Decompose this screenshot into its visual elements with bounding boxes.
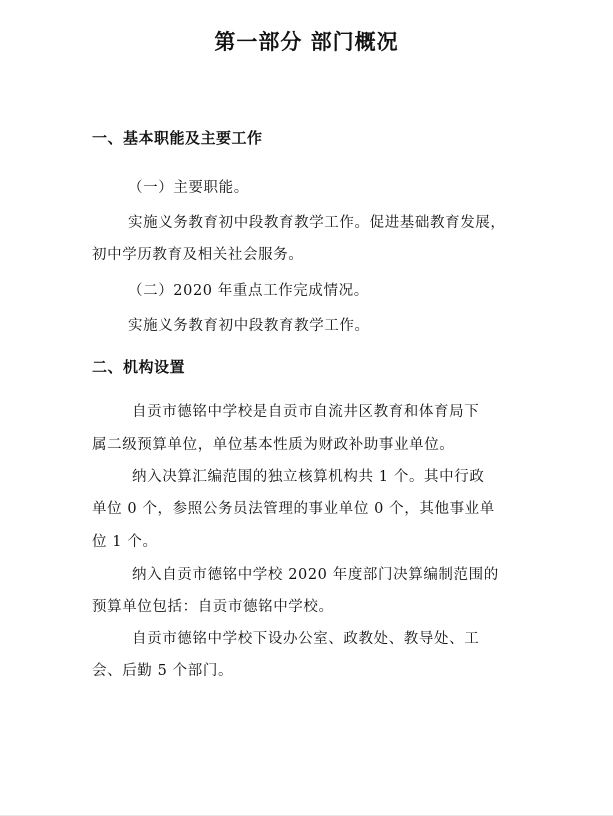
paragraph-line: 位 1 个。 bbox=[92, 534, 158, 550]
paragraph-line: 纳入决算汇编范围的独立核算机构共 1 个。其中行政 bbox=[132, 469, 485, 485]
section-heading-organization: 二、机构设置 bbox=[92, 358, 186, 376]
paragraph-line: 实施义务教育初中段教育教学工作。促进基础教育发展， bbox=[128, 215, 506, 231]
paragraph-line: 自贡市德铭中学校下设办公室、政教处、教导处、工 bbox=[132, 631, 480, 647]
subheading-main-functions: （一）主要职能。 bbox=[128, 180, 249, 196]
paragraph-line: 初中学历教育及相关社会服务。 bbox=[92, 247, 304, 263]
paragraph-line: 纳入自贡市德铭中学校 2020 年度部门决算编制范围的 bbox=[132, 567, 499, 583]
paragraph-line: 会、后勤 5 个部门。 bbox=[92, 663, 234, 679]
paragraph-line: 属二级预算单位，单位基本性质为财政补助事业单位。 bbox=[92, 437, 455, 453]
paragraph-line: 单位 0 个，参照公务员法管理的事业单位 0 个，其他事业单 bbox=[92, 501, 495, 517]
subheading-key-work-2020: （二）2020 年重点工作完成情况。 bbox=[128, 283, 369, 299]
page-title: 第一部分 部门概况 bbox=[214, 30, 399, 54]
paragraph-line: 预算单位包括：自贡市德铭中学校。 bbox=[92, 599, 334, 615]
section-heading-basic-functions: 一、基本职能及主要工作 bbox=[92, 129, 263, 147]
paragraph-line: 实施义务教育初中段教育教学工作。 bbox=[128, 318, 370, 334]
paragraph-line: 自贡市德铭中学校是自贡市自流井区教育和体育局下 bbox=[132, 404, 480, 420]
